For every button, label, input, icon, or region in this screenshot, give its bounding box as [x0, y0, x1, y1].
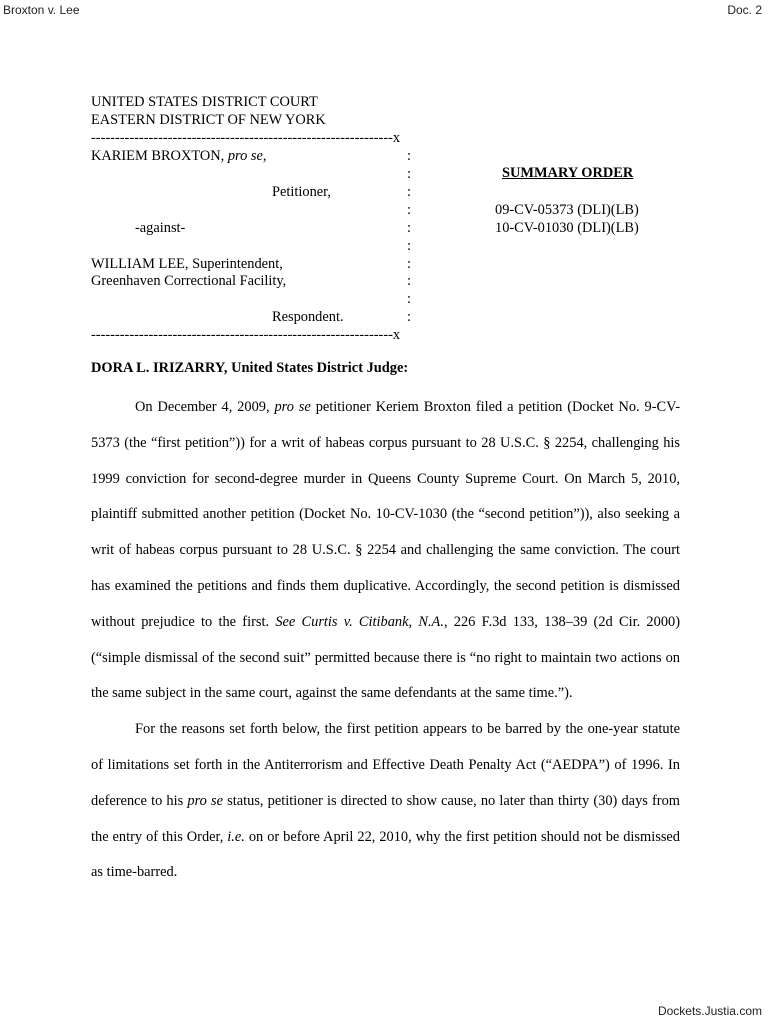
respondent-facility: Greenhaven Correctional Facility, [91, 273, 287, 289]
case-citation: See Curtis v. Citibank, N.A. [275, 613, 444, 630]
order-body [91, 390, 680, 891]
docket-number-2: 10-CV-01030 (DLI)(LB) [495, 220, 639, 236]
against-label: -against- [135, 220, 186, 236]
court-district: EASTERN DISTRICT OF NEW YORK [91, 112, 326, 128]
paragraph-2: For the reasons set forth below, the first petition appears to be barred by the one-year statute of limitations set forth in the Antiterrorism and Effective Death Penalty Act (“AEDPA”) of 1996. In deference to his pro se status, petitioner is directed to show cause, no later than thirty (30) days from the entry of this Order, i.e. on or before April 22, 2010, why the first petition should not be dismissed as time-barred. [91, 721, 680, 881]
footer-source: Dockets.Justia.com [657, 1004, 762, 1018]
header-doc-number: Doc. 2 [727, 3, 762, 17]
caption-colon: : [407, 148, 411, 164]
caption-colon: : [407, 309, 411, 325]
caption-colon: : [407, 273, 411, 289]
caption-colon: : [407, 184, 411, 200]
caption-colon: : [407, 256, 411, 272]
caption-rule-bottom: ---------------------------------------------------------------x [91, 327, 401, 343]
judge-heading: DORA L. IRIZARRY, United States District Judge: [91, 360, 409, 376]
court-name: UNITED STATES DISTRICT COURT [91, 94, 318, 110]
petitioner-name: KARIEM BROXTON, pro se, [91, 148, 267, 164]
paragraph-1: On December 4, 2009, pro se petitioner Keriem Broxton filed a petition (Docket No. 9-CV-5373 (the “first petition”)) for a writ of habeas corpus pursuant to 28 U.S.C. § 2254, challenging his 1999 conviction for second-degree murder in Queens County Supreme Court. On March 5, 2010, plaintiff submitted another petition (Docket No. 10-CV-1030 (the “second petition”)), also seeking a writ of habeas corpus pursuant to 28 U.S.C. § 2254 and challenging the same conviction. The court has examined the petitions and finds them duplicative. Accordingly, the second petition is dismissed without prejudice to the first. See Curtis v. Citibank, N.A., 226 F.3d 133, 138–39 (2d Cir. 2000) (“simple dismissal of the second suit” permitted because there is “no right to maintain two actions on the same subject in the same court, against the same defendants at the same time.”). [91, 399, 680, 702]
caption-colon: : [407, 220, 411, 236]
petitioner-role: Petitioner, [272, 184, 331, 200]
caption-colon: : [407, 202, 411, 218]
header-case-name: Broxton v. Lee [3, 3, 80, 17]
respondent-name: WILLIAM LEE, Superintendent, [91, 256, 283, 272]
respondent-role: Respondent. [272, 309, 344, 325]
pro-se-label: pro se [227, 148, 263, 164]
order-title: SUMMARY ORDER [502, 165, 634, 181]
caption-colon: : [407, 166, 411, 182]
caption-colon: : [407, 291, 411, 307]
docket-number-1: 09-CV-05373 (DLI)(LB) [495, 202, 639, 218]
caption-colon: : [407, 238, 411, 254]
caption-rule-top: ---------------------------------------------------------------x [91, 130, 401, 146]
